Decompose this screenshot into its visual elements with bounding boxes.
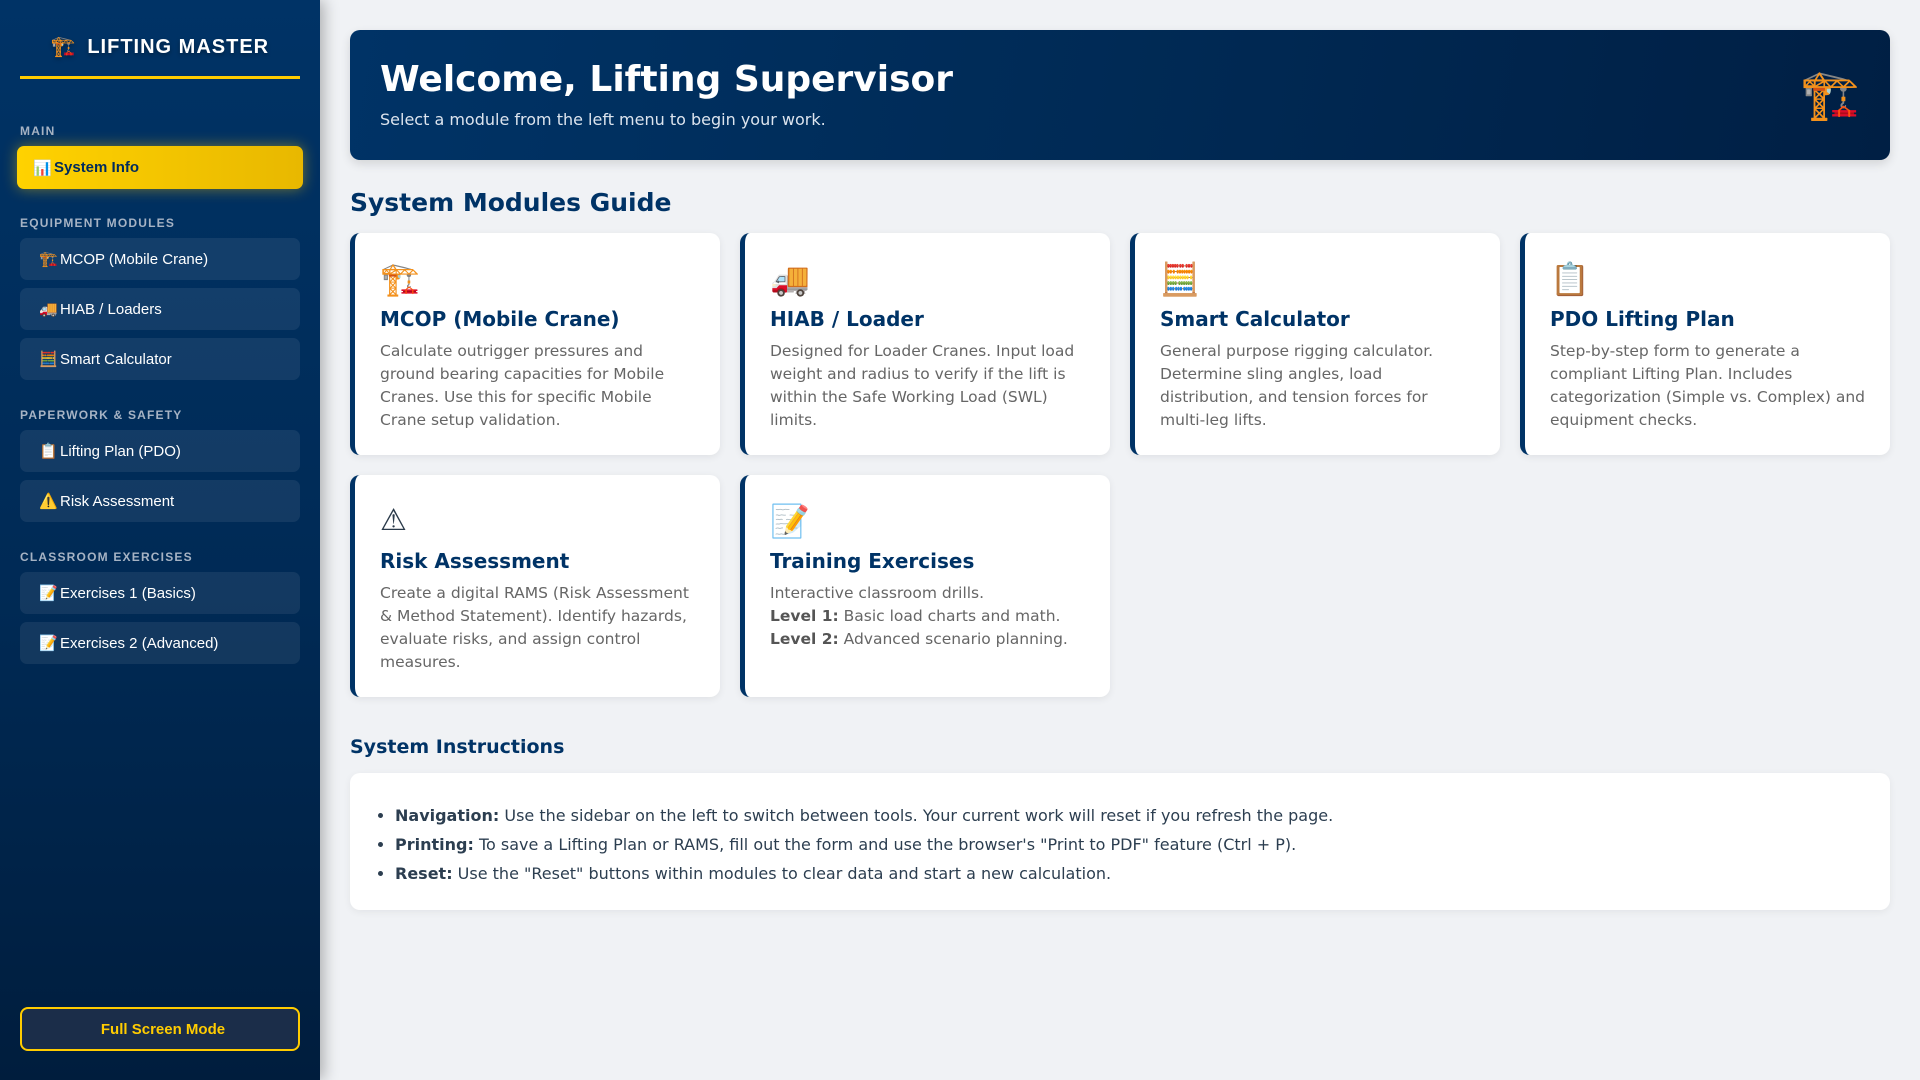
instruction-label: Reset: — [395, 864, 453, 883]
truck-icon: 🚚 — [39, 301, 58, 318]
sidebar-item-exercises-1[interactable] — [20, 572, 300, 614]
modules-guide-title: System Modules Guide — [350, 188, 672, 217]
warning-icon: ⚠️ — [39, 493, 58, 510]
card-description: Create a digital RAMS (Risk Assessment & Method Statement). Identify hazards, evaluate risks, and assign control measures. — [380, 584, 689, 671]
memo-icon: 📝 — [39, 635, 58, 652]
sidebar-item-label: HIAB / Loaders — [60, 300, 162, 318]
section-label-classroom-exercises: CLASSROOM EXERCISES — [20, 550, 193, 564]
sidebar-item-exercises-2[interactable] — [20, 622, 300, 664]
card-title: Training Exercises — [770, 549, 975, 573]
level-2-text: Advanced scenario planning. — [838, 630, 1068, 648]
instruction-item-reset — [395, 859, 1865, 888]
warning-icon: ⚠ — [380, 503, 407, 538]
sidebar-item-lifting-plan[interactable] — [20, 430, 300, 472]
fullscreen-button-label: Full Screen Mode — [100, 1020, 226, 1038]
level-1-label: Level 1: — [770, 607, 839, 625]
bar-chart-icon: 📊 — [33, 159, 52, 177]
instruction-text: Use the "Reset" buttons within modules to clear data and start a new calculation. — [452, 864, 1112, 883]
sidebar-item-mcop[interactable] — [20, 238, 300, 280]
sidebar-item-system-info[interactable] — [17, 146, 303, 189]
card-description — [770, 582, 1085, 651]
fullscreen-button[interactable] — [20, 1007, 300, 1051]
instruction-text: To save a Lifting Plan or RAMS, fill out the form and use the browser's "Print to PDF" feature (Ctrl + P). — [473, 835, 1297, 854]
instructions-title: System Instructions — [350, 736, 565, 758]
card-description: Designed for Loader Cranes. Input load weight and radius to verify if the lift is within the Safe Working Load (SWL) limits. — [770, 342, 1075, 429]
instruction-item-printing — [395, 830, 1865, 859]
sidebar-item-label: Exercises 1 (Basics) — [60, 584, 196, 602]
level-2-label: Level 2: — [770, 630, 839, 648]
sidebar-item-smart-calculator[interactable] — [20, 338, 300, 380]
card-title: PDO Lifting Plan — [1550, 307, 1735, 331]
level-1-line — [770, 605, 1085, 628]
card-title: MCOP (Mobile Crane) — [380, 307, 620, 331]
clipboard-icon: 📋 — [39, 443, 58, 460]
instruction-label: Navigation: — [395, 806, 500, 825]
module-card-mcop[interactable] — [350, 233, 720, 455]
truck-icon: 🚚 — [770, 260, 810, 298]
memo-icon: 📝 — [39, 585, 58, 602]
card-description: General purpose rigging calculator. Determine sling angles, load distribution, and tension forces for multi-leg lifts. — [1160, 342, 1434, 429]
sidebar — [0, 0, 320, 1080]
module-card-risk-assessment[interactable] — [350, 475, 720, 697]
card-description: Calculate outrigger pressures and ground bearing capacities for Mobile Cranes. Use this for specific Mobile Crane setup validation. — [380, 342, 665, 429]
module-card-training-exercises[interactable] — [740, 475, 1110, 697]
abacus-icon: 🧮 — [39, 351, 58, 368]
crane-icon: 🏗️ — [50, 36, 77, 58]
crane-icon: 🏗️ — [39, 251, 58, 268]
card-title: Risk Assessment — [380, 549, 570, 573]
app-logo — [20, 34, 300, 59]
clipboard-icon: 📋 — [1550, 260, 1590, 298]
sidebar-item-label: MCOP (Mobile Crane) — [60, 250, 209, 268]
sidebar-item-hiab-loaders[interactable] — [20, 288, 300, 330]
module-card-hiab[interactable] — [740, 233, 1110, 455]
welcome-banner — [350, 30, 1890, 160]
section-label-main: MAIN — [20, 124, 56, 138]
sidebar-item-label: Lifting Plan (PDO) — [60, 442, 181, 460]
module-card-pdo-lifting-plan[interactable] — [1520, 233, 1890, 455]
abacus-icon: 🧮 — [1160, 260, 1200, 298]
instructions-list — [395, 801, 1865, 888]
sidebar-item-label: System Info — [54, 159, 140, 176]
instruction-text: Use the sidebar on the left to switch between tools. Your current work will reset if you refresh the page. — [499, 806, 1334, 825]
section-label-paperwork-safety: PAPERWORK & SAFETY — [20, 408, 183, 422]
card-title: HIAB / Loader — [770, 307, 924, 331]
welcome-subtitle: Select a module from the left menu to begin your work. — [380, 110, 826, 129]
memo-icon: 📝 — [770, 502, 810, 540]
welcome-title: Welcome, Lifting Supervisor — [380, 59, 954, 100]
logo-divider — [20, 76, 300, 79]
instructions-panel — [350, 773, 1890, 910]
level-1-text: Basic load charts and math. — [838, 607, 1061, 625]
level-2-line — [770, 628, 1085, 651]
section-label-equipment-modules: EQUIPMENT MODULES — [20, 216, 176, 230]
sidebar-item-label: Smart Calculator — [60, 350, 172, 368]
card-intro: Interactive classroom drills. — [770, 584, 985, 602]
instruction-label: Printing: — [395, 835, 474, 854]
instruction-item-navigation — [395, 801, 1865, 830]
card-title: Smart Calculator — [1160, 307, 1350, 331]
sidebar-item-label: Exercises 2 (Advanced) — [60, 634, 219, 652]
module-card-smart-calculator[interactable] — [1130, 233, 1500, 455]
card-description: Step-by-step form to generate a compliant Lifting Plan. Includes categorization (Simple vs. Complex) and equipment checks. — [1550, 342, 1866, 429]
crane-icon: 🏗️ — [1800, 67, 1860, 123]
sidebar-item-risk-assessment[interactable] — [20, 480, 300, 522]
crane-icon: 🏗️ — [380, 260, 420, 298]
sidebar-item-label: Risk Assessment — [60, 492, 175, 510]
modules-grid — [350, 233, 1890, 697]
app-title: LIFTING MASTER — [87, 36, 270, 58]
